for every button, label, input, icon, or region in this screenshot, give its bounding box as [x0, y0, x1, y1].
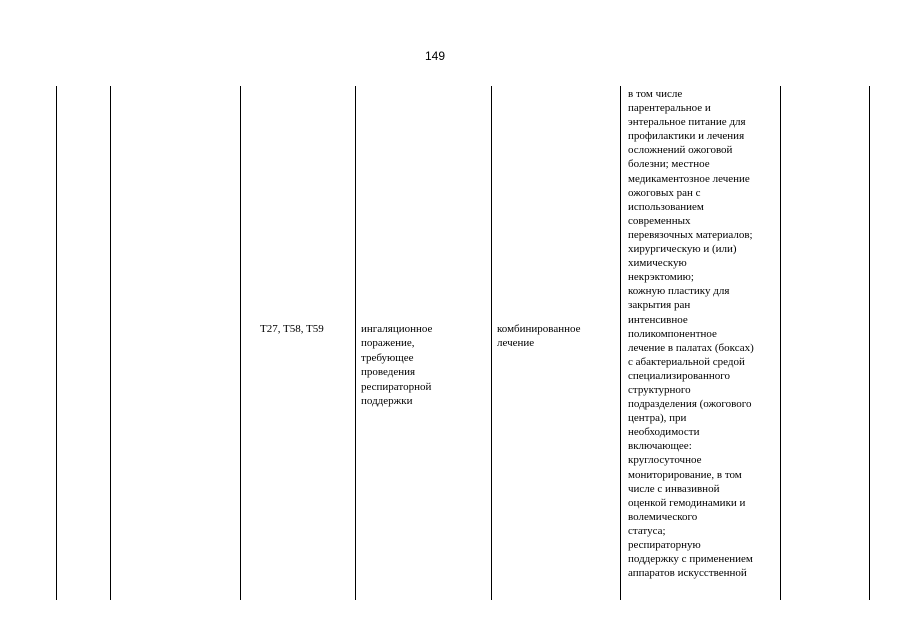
cell-text-line: центра), при [628, 412, 687, 425]
cell-text-line: числе с инвазивной [628, 482, 720, 495]
cell-text-line: закрытия ран [628, 299, 691, 312]
cell-text-line: поражение, [361, 337, 415, 350]
cell-text-line: болезни; местное [628, 158, 710, 171]
cell-text-line: проведения [361, 366, 416, 379]
cell-text-line: поддержку с применением [628, 553, 753, 566]
cell-text-line: современных [628, 214, 691, 227]
cell-text-line: некрэктомию; [628, 271, 694, 284]
cell-text-line: включающее: [628, 440, 692, 453]
cell-text-line: медикаментозное лечение [628, 172, 750, 185]
column-divider-3 [355, 86, 356, 600]
treatment-type-cell [497, 322, 581, 351]
icd-codes-cell: T27, T58, T59 [260, 323, 324, 335]
diagnosis-cell [361, 322, 432, 408]
column-divider-1 [110, 86, 111, 600]
column-divider-2 [240, 86, 241, 600]
cell-text-line: с абактериальной средой [628, 355, 745, 368]
table-border-left [56, 86, 57, 600]
cell-text-line: структурного [628, 383, 691, 396]
cell-text-line: круглосуточное [628, 454, 702, 467]
column-divider-6 [780, 86, 781, 600]
cell-text-line: лечение в палатах (боксах) [628, 341, 754, 354]
table-border-right [869, 86, 870, 600]
treatment-methods-cell [628, 87, 754, 580]
cell-text-line: хирургическую и (или) [628, 243, 737, 256]
cell-text-line: парентеральное и [628, 102, 711, 115]
cell-text-line: необходимости [628, 426, 700, 439]
cell-text-line: поликомпонентное [628, 327, 717, 340]
cell-text-line: ингаляционное [361, 323, 433, 335]
cell-text-line: лечение [497, 337, 535, 350]
cell-text-line: перевязочных материалов; [628, 228, 753, 241]
cell-text-line: респираторной [361, 380, 432, 393]
cell-text-line: специализированного [628, 369, 730, 382]
cell-text-line: аппаратов искусственной [628, 567, 747, 580]
cell-text-line: интенсивное [628, 313, 688, 326]
column-divider-5 [620, 86, 621, 600]
cell-text-line: поддержки [361, 395, 413, 408]
cell-text-line: кожную пластику для [628, 285, 730, 298]
column-divider-4 [491, 86, 492, 600]
cell-text-line: химическую [628, 257, 687, 270]
cell-text-line: ожоговых ран с [628, 186, 701, 199]
page-number: 149 [424, 49, 446, 63]
cell-text-line: мониторирование, в том [628, 468, 742, 481]
cell-text-line: волемического [628, 510, 698, 523]
cell-text-line: требующее [361, 351, 414, 364]
cell-text-line: респираторную [628, 539, 701, 551]
cell-text-line: комбинированное [497, 323, 581, 335]
cell-text-line: профилактики и лечения [628, 130, 745, 143]
cell-text-line: оценкой гемодинамики и [628, 496, 746, 509]
cell-text-line: осложнений ожоговой [628, 144, 733, 157]
cell-text-line: энтеральное питание для [628, 116, 746, 129]
cell-text-line: в том числе [628, 88, 683, 100]
cell-text-line: подразделения (ожогового [628, 398, 752, 411]
cell-text-line: использованием [628, 200, 704, 213]
cell-text-line: статуса; [628, 524, 666, 537]
